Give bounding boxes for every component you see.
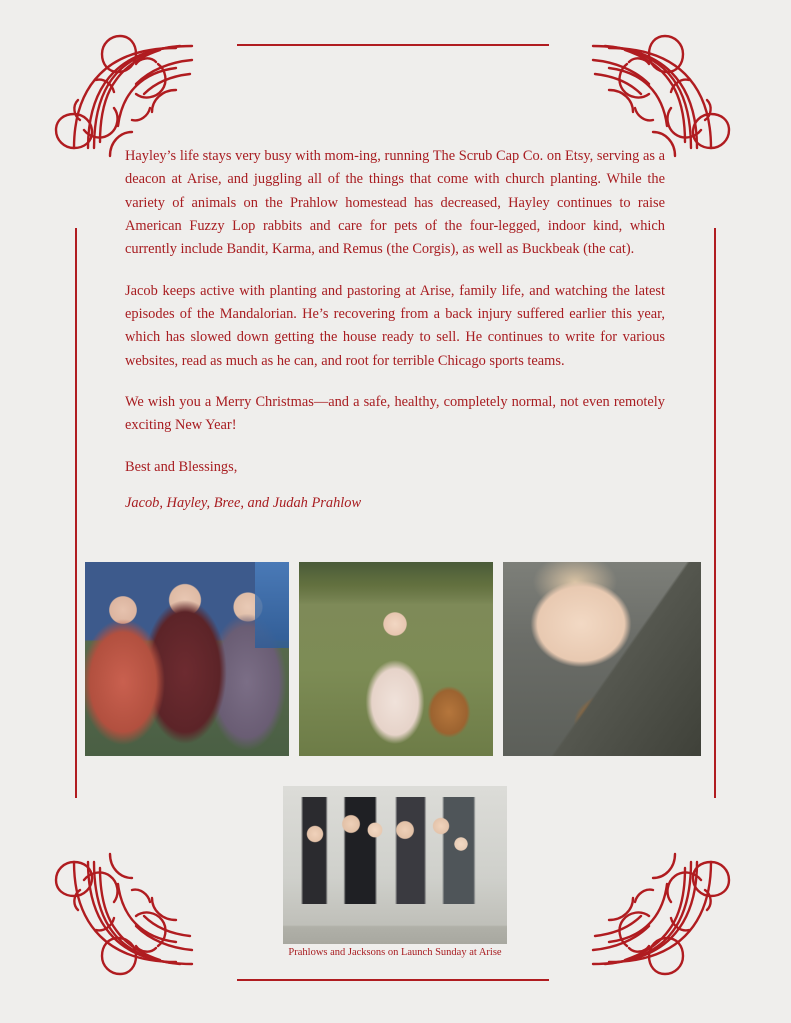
flourish-corner-bottom-right-icon	[585, 830, 745, 990]
paragraph-christmas-wish: We wish you a Merry Christmas—and a safe, healthy, completely normal, not even remotely exciting New Year!	[125, 393, 665, 434]
right-rule	[714, 228, 716, 798]
paragraph-hayley: Hayley’s life stays very busy with mom-ing, running The Scrub Cap Co. on Etsy, serving as a deacon at Arise, and juggling all of the things that come with church planting. While the variety of animals on the Prahlow homestead has decreased, Hayley continues to raise American Fuzzy Lop rabbits and care for pets of the four-legged, indoor kind, which currently include Bandit, Karma, and Remus (the Corgis), as well as Buckbeak (the cat).	[125, 148, 665, 258]
signature-line: Jacob, Hayley, Bree, and Judah Prahlow	[125, 494, 362, 511]
bottom-rule	[237, 979, 549, 981]
top-rule	[237, 44, 549, 46]
paragraph-jacob: Jacob keeps active with planting and pastoring at Arise, family life, and watching the latest episodes of the Mandalorian. He’s recovering from a back injury suffered earlier this year, which has slowed down getting the house ready to sell. He continues to write for various websites, read as much as he can, and root for terrible Chicago sports teams.	[125, 282, 665, 369]
girl-in-field-photo	[299, 562, 493, 756]
launch-sunday-photo	[283, 786, 507, 944]
baby-portrait-photo	[503, 562, 701, 756]
photo-row	[85, 562, 701, 756]
family-photo-four	[85, 562, 289, 756]
photo-caption: Prahlows and Jacksons on Launch Sunday at Arise	[288, 947, 502, 958]
flourish-corner-bottom-left-icon	[40, 830, 200, 990]
paragraph-closing: Best and Blessings,	[125, 458, 238, 475]
bottom-photo-block	[283, 786, 507, 958]
letter-body	[125, 145, 665, 512]
left-rule	[75, 228, 77, 798]
